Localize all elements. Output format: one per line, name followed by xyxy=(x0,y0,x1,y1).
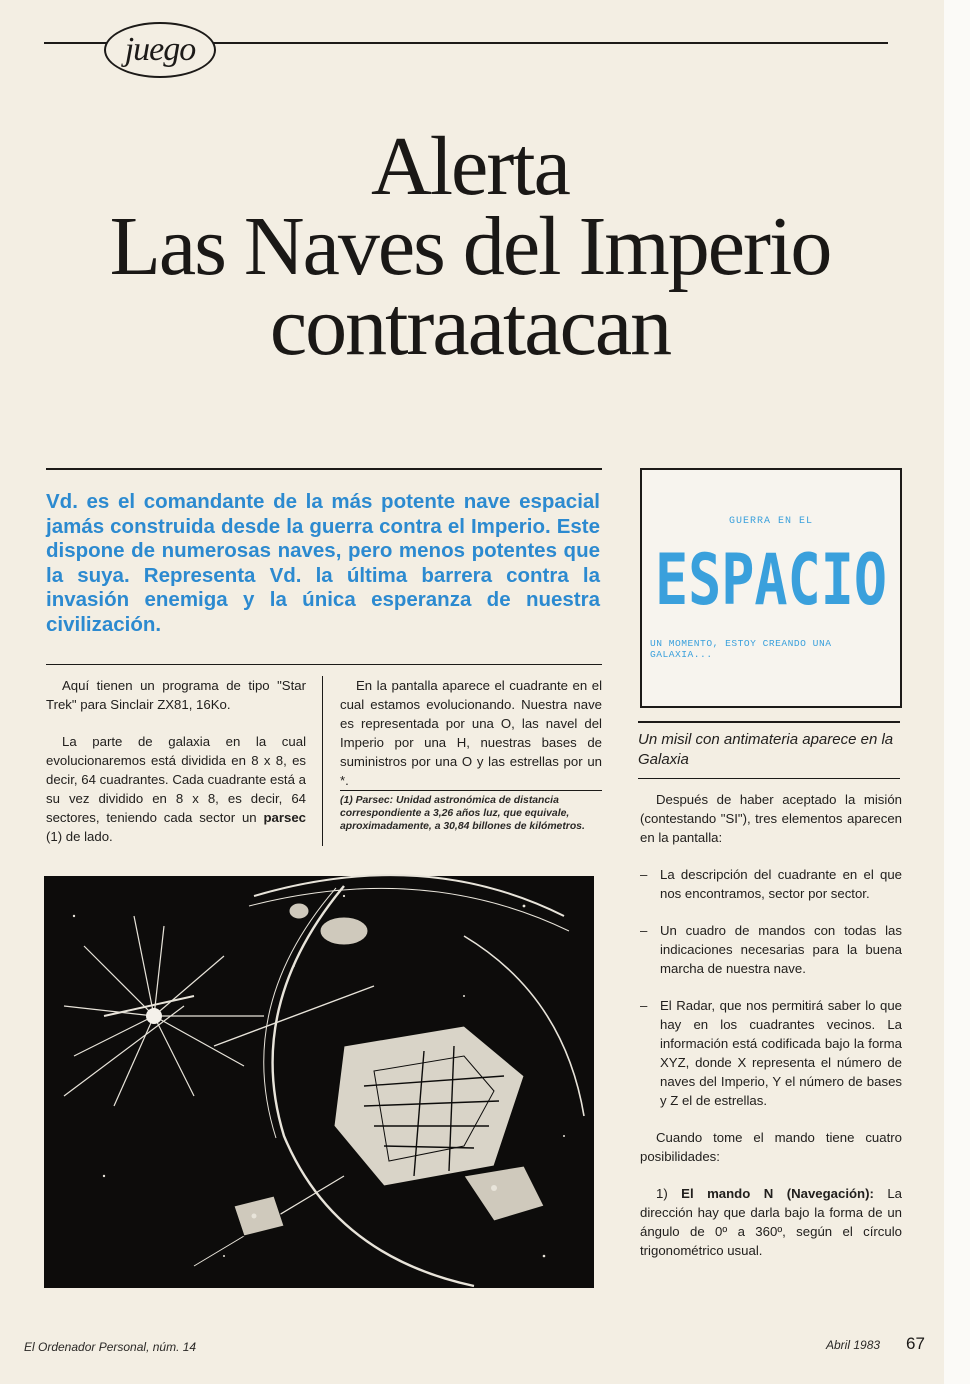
col1-paragraph-2 xyxy=(46,732,306,846)
item-number: 1) xyxy=(656,1186,682,1201)
dash-bullet: – xyxy=(640,867,648,882)
column-divider xyxy=(322,676,323,846)
space-battle-drawing xyxy=(44,876,594,1288)
caption-bottom-rule xyxy=(638,778,900,779)
body-column-2 xyxy=(340,676,602,790)
lead-paragraph: Vd. es el comandante de la más potente nave espacial jamás construida desde la guerra contra el Imperio. Este dispone de numerosas naves, pero menos potentes que la suya. Representa Vd. la última barrera contra la invasión enemiga y la única esperanza de nuestra civilización. xyxy=(46,490,600,636)
footnote: (1) Parsec: Unidad astronómica de distancia correspondiente a 3,26 años luz, que equivale, aproximadamente, a 30,84 billones de kilómetros. xyxy=(340,795,585,832)
list-item-text: Un cuadro de mandos con todas las indicaciones necesarias para la buena marcha de nuestra nave. xyxy=(660,923,902,976)
col2-paragraph-1: En la pantalla aparece el cuadrante en el cual estamos evolucionando. Nuestra nave es representada por una O, las navel del Imperio por una H, nuestras bases de suministros por una O y las estrellas por un *. xyxy=(340,678,602,788)
lead-top-rule xyxy=(46,468,602,470)
dash-bullet: – xyxy=(640,923,648,938)
lead-bottom-rule xyxy=(46,664,602,665)
title-line-1: Alerta xyxy=(371,120,569,213)
screen-logo xyxy=(650,539,892,621)
command-description: La dirección hay que darla bajo la forma de un ángulo de 0º a 360º, según el círculo trigonométrico usual. xyxy=(640,1186,902,1258)
espacio-logo-graphic xyxy=(650,539,892,621)
screen-status-text: UN MOMENTO, ESTOY CREANDO UNA GALAXIA... xyxy=(650,638,832,660)
computer-screen-capture xyxy=(640,468,902,708)
body-column-3 xyxy=(640,790,902,1260)
body-column-1 xyxy=(46,676,306,846)
list-item xyxy=(640,921,902,978)
title-line-3: contraatacan xyxy=(269,280,671,373)
col1-p2-text: La parte de galaxia en la cual evolucionaremos está dividida en 8 x 8, es decir, 64 cuadrantes. Cada cuadrante está a su vez dividido en 8 x 8, es decir, 64 sectores, teniendo cada sector un xyxy=(46,734,306,825)
command-name: El mando N (Navegación): xyxy=(681,1186,874,1201)
list-item xyxy=(640,996,902,1110)
page-edge xyxy=(944,0,970,1384)
title-line-2: Las Naves del Imperio xyxy=(109,200,831,293)
list-item-text: El Radar, que nos permitirá saber lo que hay en los cuadrantes vecinos. La información está codificada bajo la forma XYZ, donde X representa el número de naves del Imperio, Y el número de bases y Z el de estrellas. xyxy=(660,998,902,1108)
col3-paragraph-3 xyxy=(640,1184,902,1260)
figure-caption: Un misil con antimateria aparece en la Galaxia xyxy=(638,731,894,768)
dash-bullet: – xyxy=(640,998,648,1013)
caption-rule xyxy=(638,721,900,723)
section-label: juego xyxy=(104,22,216,78)
footnote-rule xyxy=(340,790,602,791)
list-item xyxy=(640,865,902,903)
publication-footer: El Ordenador Personal, núm. 14 xyxy=(24,1340,197,1354)
list-item-text: La descripción del cuadrante en el que nos encontramos, sector por sector. xyxy=(660,867,902,901)
col3-paragraph-1: Después de haber aceptado la misión (contestando "SI"), tres elementos aparecen en la pantalla: xyxy=(640,792,902,845)
parsec-term: parsec xyxy=(263,810,306,825)
page-number: 67 xyxy=(906,1334,925,1353)
space-battle-illustration xyxy=(44,876,594,1288)
screen-title: GUERRA EN EL xyxy=(728,516,813,527)
col1-paragraph-1: Aquí tienen un programa de tipo "Star Trek" para Sinclair ZX81, 16Ko. xyxy=(46,678,306,712)
col1-p2-tail: (1) de lado. xyxy=(46,829,113,844)
espacio-logo-text: ESPACIO xyxy=(655,539,887,621)
issue-date: Abril 1983 xyxy=(826,1338,881,1352)
col3-paragraph-2: Cuando tome el mando tiene cuatro posibilidades: xyxy=(640,1130,902,1164)
